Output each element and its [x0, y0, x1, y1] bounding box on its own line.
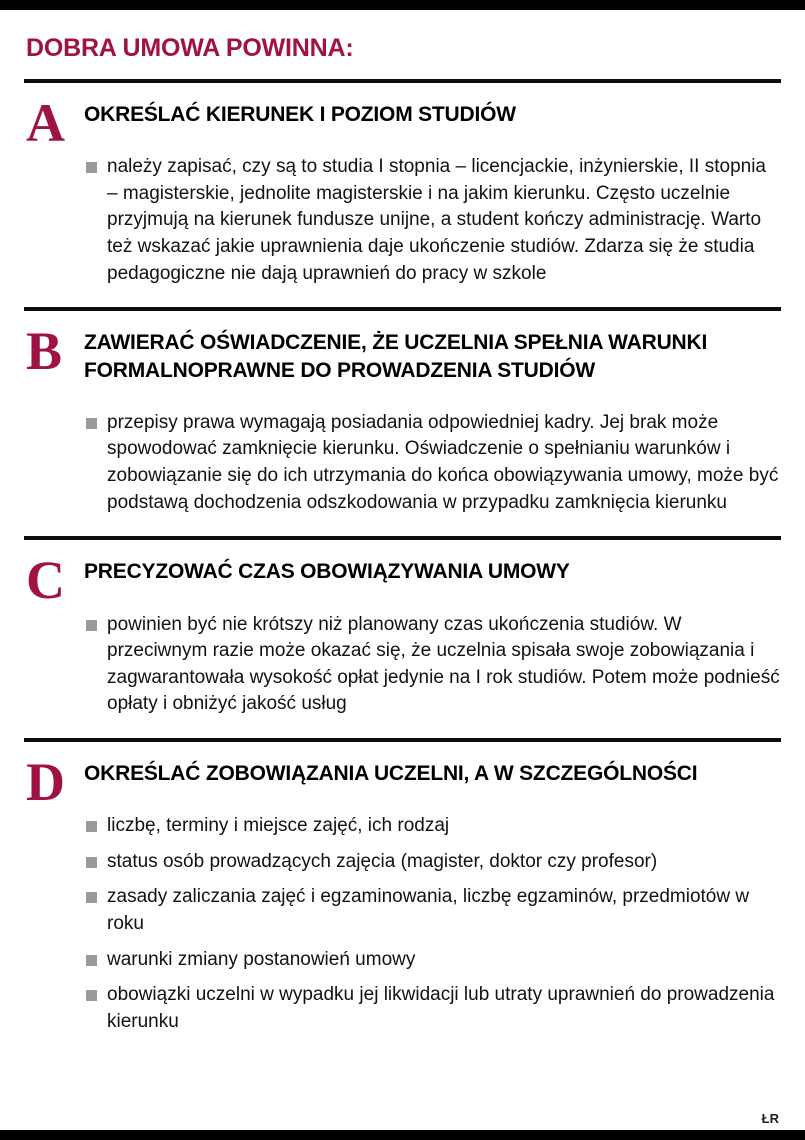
section-a-heading: OKREŚLAĆ KIERUNEK I POZIOM STUDIÓW [84, 103, 516, 126]
list-item [84, 410, 781, 516]
bullet-text: status osób prowadzących zajęcia (magister, doktor czy profesor) [107, 850, 658, 872]
list-item [84, 813, 781, 840]
bullet-square-icon [86, 620, 97, 631]
section-b-bullets [84, 410, 781, 516]
section-c [24, 540, 781, 738]
bottom-rule [0, 1130, 805, 1140]
bullet-text: warunki zmiany postanowień umowy [107, 948, 416, 970]
bullet-square-icon [86, 821, 97, 832]
list-item [84, 612, 781, 718]
section-c-heading: PRECYZOWAĆ CZAS OBOWIĄZYWANIA UMOWY [84, 560, 570, 584]
bullet-text: przepisy prawa wymagają posiadania odpowiedniej kadry. Jej brak może spowodować zamknięcie kierunku. Oświadczenie o spełnianiu warunków i zobowiązanie się do ich utrzymania do końca obowiązywania umowy, może być podstawą dochodzenia odszkodowania w przypadku zamknięcia kierunku [107, 411, 779, 513]
bullet-square-icon [86, 857, 97, 868]
bullet-square-icon [86, 418, 97, 429]
section-d-letter: D [26, 751, 65, 812]
section-d-bullets [84, 813, 781, 1035]
section-b-heading: ZAWIERAĆ OŚWIADCZENIE, ŻE UCZELNIA SPEŁNIA WARUNKI FORMALNOPRAWNE DO PROWADZENIA STUDIÓW [84, 331, 708, 382]
section-a-content [84, 97, 781, 287]
list-item [84, 947, 781, 974]
list-item [84, 884, 781, 937]
section-c-content [84, 554, 781, 718]
section-d-heading: OKREŚLAĆ ZOBOWIĄZANIA UCZELNI, A W SZCZEGÓLNOŚCI [84, 761, 698, 785]
section-b-letter: B [26, 321, 63, 382]
section-b [24, 311, 781, 536]
section-a-bullets [84, 154, 781, 287]
bullet-square-icon [86, 990, 97, 1001]
section-a-letter: A [26, 93, 65, 153]
bullet-text: należy zapisać, czy są to studia I stopnia – licencjackie, inżynierskie, II stopnia – magisterskie, jednolite magisterskie i na jakim kierunku. Często uczelnie przyjmują na kierunek fundusze unijne, a student kończy administrację. Warto też wskazać jakie uprawnienia daje ukończenie studiów. Zdarza się że studia pedagogiczne nie dają uprawnień do pracy w szkole [107, 156, 766, 284]
section-c-bullets [84, 612, 781, 718]
bullet-text: obowiązki uczelni w wypadku jej likwidacji lub utraty uprawnień do prowadzenia kierunku [107, 984, 775, 1032]
section-a [24, 83, 781, 307]
bullet-square-icon [86, 892, 97, 903]
list-item [84, 849, 781, 876]
bullet-text: zasady zaliczania zajęć i egzaminowania, liczbę egzaminów, przedmiotów w roku [107, 886, 750, 934]
bullet-square-icon [86, 955, 97, 966]
list-item [84, 154, 781, 287]
page-title: DOBRA UMOWA POWINNA: [26, 34, 354, 62]
bullet-text: liczbę, terminy i miejsce zajęć, ich rodzaj [107, 815, 450, 837]
section-d-content [84, 756, 781, 1035]
top-rule [0, 0, 805, 10]
bullet-text: powinien być nie krótszy niż planowany czas ukończenia studiów. W przeciwnym razie może okazać się, że uczelnia spisała swoje zobowiązania i zagwarantowała wysokość opłat jedynie na I rok studiów. Potem może podnieść opłaty i obniżyć jakość usług [107, 613, 780, 715]
author-credit: ŁR [761, 1111, 779, 1126]
section-d [24, 742, 781, 1055]
bullet-square-icon [86, 162, 97, 173]
content-area [0, 10, 805, 1130]
list-item [84, 982, 781, 1035]
section-b-content [84, 325, 781, 516]
section-c-letter: C [26, 550, 65, 611]
